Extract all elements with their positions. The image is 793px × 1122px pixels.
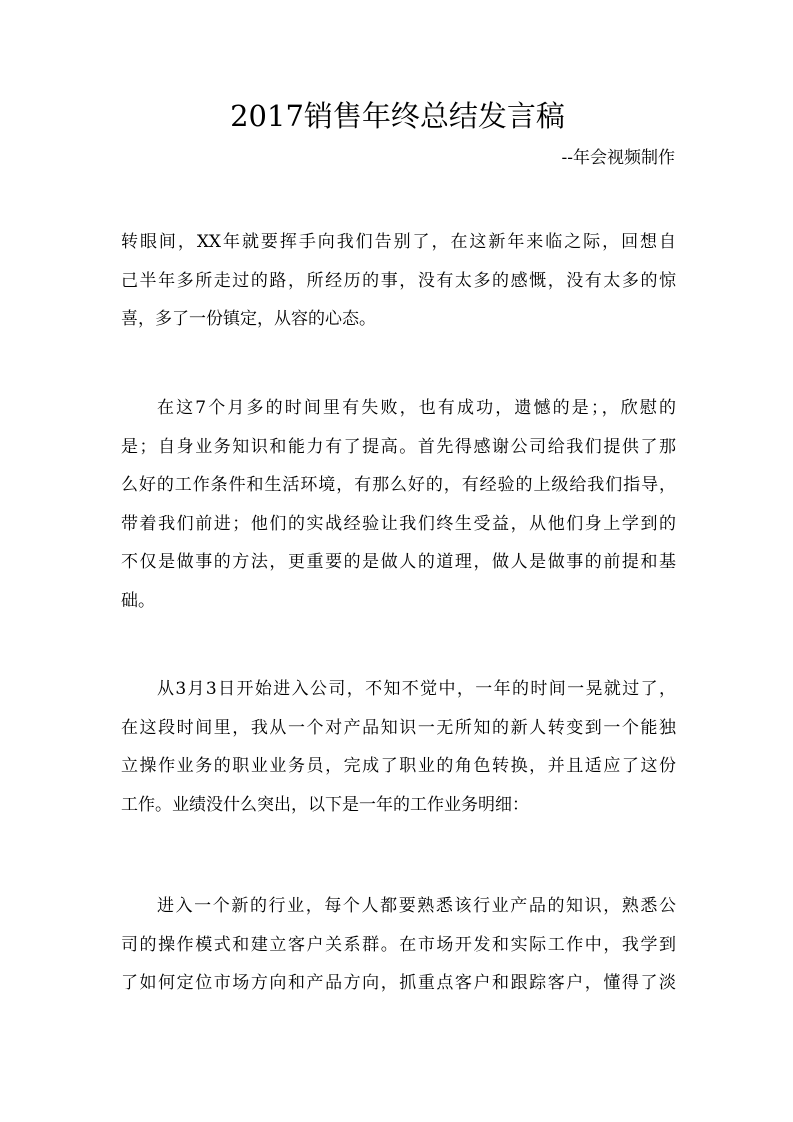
paragraph-line: 么好的工作条件和生活环境，有那么好的，有经验的上级给我们指导， <box>121 475 676 495</box>
paragraph-1 <box>121 223 676 339</box>
paragraph-line: 进入一个新的行业，每个人都要熟悉该行业产品的知识，熟悉公 <box>157 896 676 916</box>
paragraph-line: 是；自身业务知识和能力有了提高。首先得感谢公司给我们提供了那 <box>121 436 676 457</box>
paragraph-line: 础。 <box>121 590 155 611</box>
paragraph-line: 转眼间，XX年就要挥手向我们告别了，在这新年来临之际，回想自 <box>121 232 676 252</box>
paragraph-line: 在这7个月多的时间里有失败，也有成功，遗憾的是；，欣慰的 <box>157 398 676 418</box>
paragraph-4 <box>121 887 676 1003</box>
document-subtitle: --年会视频制作 <box>561 148 675 168</box>
paragraph-line: 在这段时间里，我从一个对产品知识一无所知的新人转变到一个能独 <box>121 717 676 738</box>
paragraph-line: 工作。业绩没什么突出，以下是一年的工作业务明细： <box>121 794 529 815</box>
paragraph-3 <box>121 670 676 824</box>
paragraph-2 <box>121 389 676 620</box>
paragraph-line: 喜，多了一份镇定，从容的心态。 <box>121 309 376 329</box>
document-title: 2017销售年终总结发言稿 <box>230 99 565 133</box>
paragraph-line: 己半年多所走过的路，所经历的事，没有太多的感慨，没有太多的惊 <box>121 270 676 291</box>
paragraph-line: 不仅是做事的方法，更重要的是做人的道理，做人是做事的前提和基 <box>121 552 676 572</box>
paragraph-line: 司的操作模式和建立客户关系群。在市场开发和实际工作中，我学到 <box>121 934 676 955</box>
paragraph-line: 从3月3日开始进入公司，不知不觉中，一年的时间一晃就过了， <box>157 679 676 699</box>
paragraph-line: 带着我们前进；他们的实战经验让我们终生受益，从他们身上学到的 <box>121 513 676 534</box>
paragraph-line: 了如何定位市场方向和产品方向，抓重点客户和跟踪客户，懂得了淡 <box>121 973 676 993</box>
paragraph-line: 立操作业务的职业业务员，完成了职业的角色转换，并且适应了这份 <box>121 756 676 776</box>
